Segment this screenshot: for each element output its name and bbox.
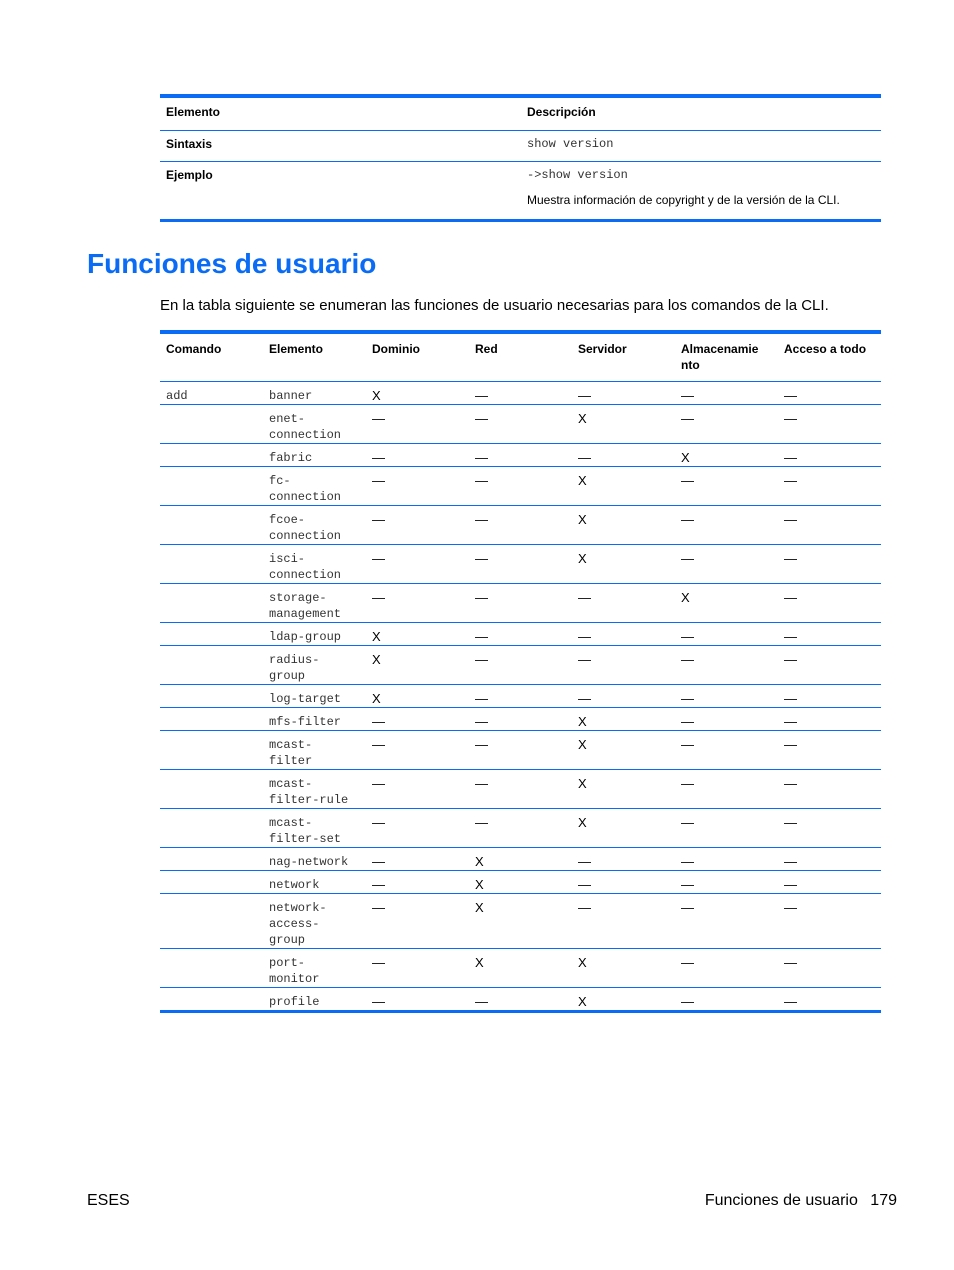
cell-almacenamiento: —: [675, 988, 778, 1012]
cell-red: X: [469, 894, 572, 949]
cell-almacenamiento: —: [675, 685, 778, 708]
cell-servidor: X: [572, 731, 675, 770]
cell-comando: [160, 506, 263, 545]
cell-red: —: [469, 988, 572, 1012]
cell-dominio: —: [366, 708, 469, 731]
cell-comando: [160, 894, 263, 949]
cell-elemento: profile: [263, 988, 366, 1012]
table-row: [160, 444, 881, 467]
cell-dominio: X: [366, 685, 469, 708]
cell-elemento: storage- management: [263, 584, 366, 623]
table-row: [160, 405, 881, 444]
header-comando: Comando: [160, 332, 263, 382]
cell-servidor: —: [572, 685, 675, 708]
page-number: 179: [870, 1192, 897, 1209]
cell-acceso-a-todo: —: [778, 506, 881, 545]
cell-acceso-a-todo: —: [778, 405, 881, 444]
header-almacenamiento: Almacenamie nto: [675, 332, 778, 382]
syntax-row: [160, 130, 881, 161]
cell-acceso-a-todo: —: [778, 848, 881, 871]
syntax-table-header-row: [160, 96, 881, 130]
cell-comando: [160, 770, 263, 809]
cell-red: —: [469, 623, 572, 646]
cell-elemento: port- monitor: [263, 949, 366, 988]
header-elemento: Elemento: [263, 332, 366, 382]
cell-dominio: X: [366, 382, 469, 405]
cell-elemento: log-target: [263, 685, 366, 708]
cell-dominio: —: [366, 770, 469, 809]
cell-dominio: —: [366, 809, 469, 848]
syntax-code: show version: [527, 136, 614, 151]
cell-red: X: [469, 871, 572, 894]
section-title: Funciones de usuario: [87, 248, 377, 279]
cell-dominio: —: [366, 871, 469, 894]
cell-comando: [160, 467, 263, 506]
cell-elemento: mcast- filter: [263, 731, 366, 770]
intro-paragraph: En la tabla siguiente se enumeran las funciones de usuario necesarias para los comandos de la CLI.: [160, 297, 829, 314]
table-row: [160, 685, 881, 708]
syntax-table: [160, 94, 881, 222]
cell-elemento: fc- connection: [263, 467, 366, 506]
cell-red: —: [469, 685, 572, 708]
cell-almacenamiento: —: [675, 382, 778, 405]
cell-dominio: —: [366, 584, 469, 623]
footer-section-name: Funciones de usuario: [704, 1192, 858, 1209]
table-row: [160, 871, 881, 894]
table-row: [160, 646, 881, 685]
cell-almacenamiento: X: [675, 444, 778, 467]
cell-almacenamiento: —: [675, 545, 778, 584]
cell-acceso-a-todo: —: [778, 444, 881, 467]
header-elemento: Elemento: [160, 96, 521, 130]
cell-dominio: X: [366, 623, 469, 646]
cell-almacenamiento: —: [675, 708, 778, 731]
cell-almacenamiento: —: [675, 467, 778, 506]
cell-red: —: [469, 584, 572, 623]
cell-servidor: —: [572, 623, 675, 646]
cell-servidor: —: [572, 382, 675, 405]
cell-acceso-a-todo: —: [778, 584, 881, 623]
cell-comando: [160, 809, 263, 848]
cell-elemento: mcast- filter-set: [263, 809, 366, 848]
cell-almacenamiento: X: [675, 584, 778, 623]
cell-acceso-a-todo: —: [778, 949, 881, 988]
cell-almacenamiento: —: [675, 405, 778, 444]
cell-almacenamiento: —: [675, 646, 778, 685]
cell-servidor: X: [572, 949, 675, 988]
cell-red: —: [469, 444, 572, 467]
cell-red: X: [469, 949, 572, 988]
cell-red: —: [469, 382, 572, 405]
cell-servidor: X: [572, 405, 675, 444]
cell-almacenamiento: —: [675, 770, 778, 809]
table-row: [160, 506, 881, 545]
cell-acceso-a-todo: —: [778, 731, 881, 770]
cell-comando: [160, 871, 263, 894]
table-row: [160, 848, 881, 871]
example-description: Muestra información de copyright y de la versión de la CLI.: [527, 192, 840, 207]
cell-acceso-a-todo: —: [778, 871, 881, 894]
cell-dominio: —: [366, 506, 469, 545]
cell-almacenamiento: —: [675, 894, 778, 949]
cell-dominio: —: [366, 467, 469, 506]
table-row: [160, 894, 881, 949]
cell-acceso-a-todo: —: [778, 708, 881, 731]
example-code: ->show version: [527, 167, 628, 182]
cell-elemento: mcast- filter-rule: [263, 770, 366, 809]
cell-dominio: —: [366, 988, 469, 1012]
header-dominio: Dominio: [366, 332, 469, 382]
cell-dominio: —: [366, 444, 469, 467]
footer-left-label: ESES: [87, 1192, 130, 1209]
row-label: Sintaxis: [160, 130, 521, 161]
cell-servidor: —: [572, 848, 675, 871]
cell-red: —: [469, 708, 572, 731]
cell-dominio: X: [366, 646, 469, 685]
cell-dominio: —: [366, 545, 469, 584]
cell-red: X: [469, 848, 572, 871]
cell-comando: [160, 949, 263, 988]
cell-elemento: banner: [263, 382, 366, 405]
cell-servidor: —: [572, 444, 675, 467]
cell-red: —: [469, 506, 572, 545]
cell-elemento: isci- connection: [263, 545, 366, 584]
cell-acceso-a-todo: —: [778, 770, 881, 809]
cell-servidor: —: [572, 584, 675, 623]
table-row: [160, 809, 881, 848]
cell-red: —: [469, 545, 572, 584]
cell-acceso-a-todo: —: [778, 988, 881, 1012]
cell-dominio: —: [366, 894, 469, 949]
cell-almacenamiento: —: [675, 506, 778, 545]
cell-acceso-a-todo: —: [778, 894, 881, 949]
cell-comando: [160, 685, 263, 708]
table-row: [160, 731, 881, 770]
cell-servidor: X: [572, 809, 675, 848]
table-row: [160, 988, 881, 1012]
cell-comando: add: [160, 382, 263, 405]
cell-red: —: [469, 646, 572, 685]
cell-almacenamiento: —: [675, 809, 778, 848]
cell-elemento: network- access- group: [263, 894, 366, 949]
cell-elemento: mfs-filter: [263, 708, 366, 731]
cell-almacenamiento: —: [675, 848, 778, 871]
roles-header-row: [160, 332, 881, 382]
cell-elemento: fcoe- connection: [263, 506, 366, 545]
cell-servidor: —: [572, 894, 675, 949]
header-acceso-a-todo: Acceso a todo: [778, 332, 881, 382]
table-row: [160, 949, 881, 988]
row-description: [521, 130, 881, 161]
cell-almacenamiento: —: [675, 949, 778, 988]
cell-elemento: enet- connection: [263, 405, 366, 444]
cell-almacenamiento: —: [675, 623, 778, 646]
cell-comando: [160, 545, 263, 584]
cell-elemento: fabric: [263, 444, 366, 467]
cell-servidor: X: [572, 988, 675, 1012]
table-row: [160, 382, 881, 405]
table-row: [160, 708, 881, 731]
cell-comando: [160, 623, 263, 646]
user-roles-table: [160, 330, 881, 1013]
cell-comando: [160, 731, 263, 770]
cell-comando: [160, 405, 263, 444]
cell-servidor: X: [572, 506, 675, 545]
table-row: [160, 770, 881, 809]
cell-servidor: —: [572, 646, 675, 685]
cell-servidor: X: [572, 708, 675, 731]
cell-elemento: radius- group: [263, 646, 366, 685]
header-red: Red: [469, 332, 572, 382]
cell-comando: [160, 444, 263, 467]
cell-dominio: —: [366, 405, 469, 444]
cell-red: —: [469, 731, 572, 770]
cell-acceso-a-todo: —: [778, 809, 881, 848]
cell-acceso-a-todo: —: [778, 382, 881, 405]
cell-almacenamiento: —: [675, 731, 778, 770]
cell-servidor: X: [572, 545, 675, 584]
cell-comando: [160, 988, 263, 1012]
cell-acceso-a-todo: —: [778, 467, 881, 506]
cell-red: —: [469, 809, 572, 848]
row-label: Ejemplo: [160, 161, 521, 220]
cell-comando: [160, 646, 263, 685]
cell-acceso-a-todo: —: [778, 623, 881, 646]
cell-elemento: network: [263, 871, 366, 894]
cell-comando: [160, 584, 263, 623]
cell-servidor: —: [572, 871, 675, 894]
cell-dominio: —: [366, 731, 469, 770]
cell-dominio: —: [366, 949, 469, 988]
cell-servidor: X: [572, 770, 675, 809]
cell-elemento: ldap-group: [263, 623, 366, 646]
cell-comando: [160, 848, 263, 871]
cell-elemento: nag-network: [263, 848, 366, 871]
cell-comando: [160, 708, 263, 731]
cell-almacenamiento: —: [675, 871, 778, 894]
cell-dominio: —: [366, 848, 469, 871]
cell-acceso-a-todo: —: [778, 646, 881, 685]
header-servidor: Servidor: [572, 332, 675, 382]
table-row: [160, 623, 881, 646]
cell-red: —: [469, 405, 572, 444]
table-row: [160, 467, 881, 506]
row-description: [521, 161, 881, 220]
cell-acceso-a-todo: —: [778, 685, 881, 708]
header-descripcion: Descripción: [521, 96, 881, 130]
table-row: [160, 584, 881, 623]
cell-red: —: [469, 770, 572, 809]
footer-right: [705, 1192, 897, 1210]
cell-servidor: X: [572, 467, 675, 506]
example-row: [160, 161, 881, 220]
cell-acceso-a-todo: —: [778, 545, 881, 584]
cell-red: —: [469, 467, 572, 506]
table-row: [160, 545, 881, 584]
